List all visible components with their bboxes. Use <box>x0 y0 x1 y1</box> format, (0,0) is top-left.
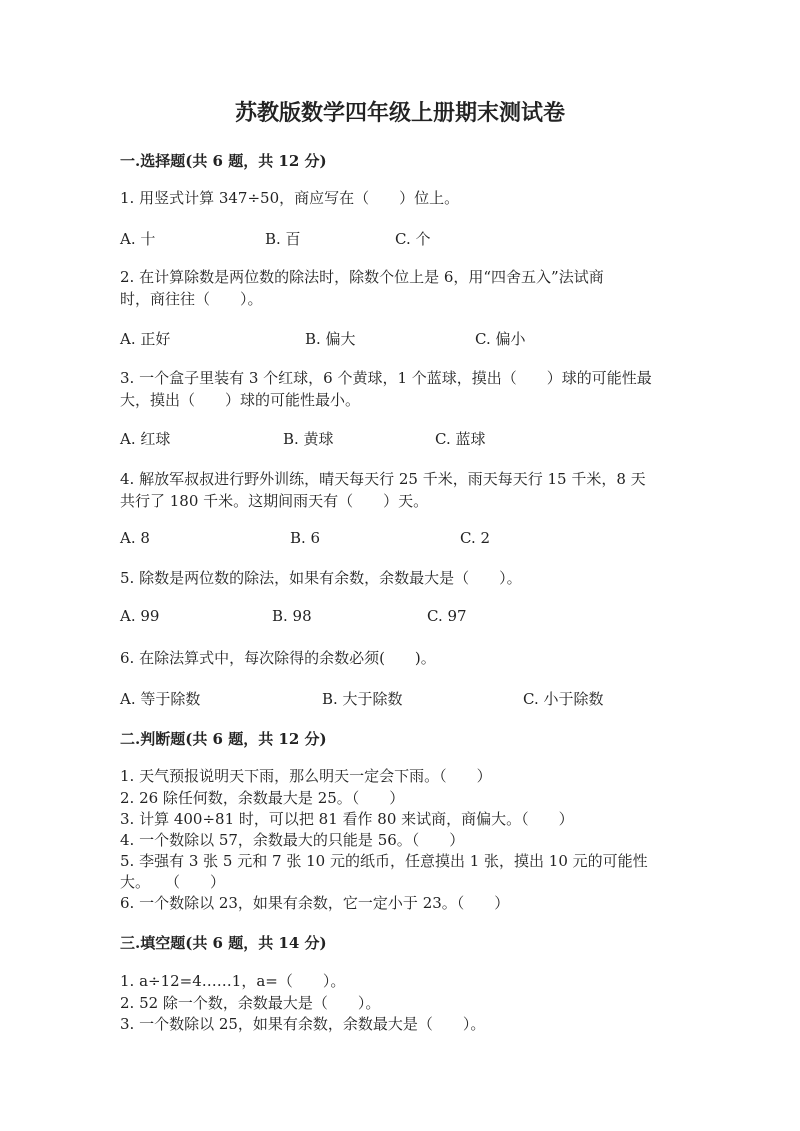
question-6-option-b: B. 大于除数 <box>322 690 403 708</box>
question-6-option-c: C. 小于除数 <box>523 690 604 708</box>
judge-line-3: 3. 计算 400÷81 时，可以把 81 看作 80 来试商，商偏大。（ ） <box>120 810 574 828</box>
question-2-option-a: A. 正好 <box>120 330 171 348</box>
question-5-option-c: C. 97 <box>427 607 467 625</box>
question-2-option-b: B. 偏大 <box>305 330 356 348</box>
judge-line-6: 6. 一个数除以 23，如果有余数，它一定小于 23。（ ） <box>120 894 510 912</box>
question-6-option-a: A. 等于除数 <box>120 690 201 708</box>
question-3-line2: 大，摸出（ ）球的可能性最小。 <box>120 391 361 409</box>
section-heading-true-false: 二.判断题(共 6 题，共 12 分) <box>120 730 327 748</box>
question-5-text: 5. 除数是两位数的除法，如果有余数，余数最大是（ ）。 <box>120 569 522 587</box>
section-heading-choice: 一.选择题(共 6 题，共 12 分) <box>120 152 327 170</box>
question-4-option-b: B. 6 <box>290 529 321 547</box>
judge-line-2: 2. 26 除任何数，余数最大是 25。（ ） <box>120 789 405 807</box>
question-1-option-a: A. 十 <box>120 230 156 248</box>
question-2-option-c: C. 偏小 <box>475 330 526 348</box>
question-3-line1: 3. 一个盒子里装有 3 个红球，6 个黄球，1 个蓝球，摸出（ ）球的可能性最 <box>120 369 652 387</box>
question-6-text: 6. 在除法算式中，每次除得的余数必须( )。 <box>120 649 436 667</box>
judge-line-5: 5. 李强有 3 张 5 元和 7 张 10 元的纸币，任意摸出 1 张，摸出 10 元的可能性 <box>120 852 648 870</box>
question-2-line2: 时，商往往（ ）。 <box>120 290 263 308</box>
question-1-option-b: B. 百 <box>265 230 301 248</box>
question-1-text: 1. 用竖式计算 347÷50，商应写在（ ）位上。 <box>120 189 460 207</box>
question-3-option-b: B. 黄球 <box>283 430 334 448</box>
fill-line-2: 2. 52 除一个数，余数最大是（ ）。 <box>120 994 381 1012</box>
question-1-option-c: C. 个 <box>395 230 431 248</box>
question-4-option-a: A. 8 <box>120 529 150 547</box>
judge-line-1: 1. 天气预报说明天下雨，那么明天一定会下雨。（ ） <box>120 767 492 785</box>
question-4-option-c: C. 2 <box>460 529 491 547</box>
section-heading-fill-blank: 三.填空题(共 6 题，共 14 分) <box>120 934 327 952</box>
page-title: 苏教版数学四年级上册期末测试卷 <box>234 100 565 126</box>
fill-line-3: 3. 一个数除以 25，如果有余数，余数最大是（ ）。 <box>120 1015 486 1033</box>
question-2-line1: 2. 在计算除数是两位数的除法时，除数个位上是 6，用“四舍五入”法试商 <box>120 268 604 286</box>
judge-line-5-cont: 大。 （ ） <box>120 873 226 891</box>
question-4-line2: 共行了 180 千米。这期间雨天有（ ）天。 <box>120 492 429 510</box>
judge-line-4: 4. 一个数除以 57，余数最大的只能是 56。（ ） <box>120 831 465 849</box>
question-3-option-c: C. 蓝球 <box>435 430 486 448</box>
question-5-option-a: A. 99 <box>120 607 160 625</box>
question-4-line1: 4. 解放军叔叔进行野外训练，晴天每天行 25 千米，雨天每天行 15 千米，8 天 <box>120 470 646 488</box>
fill-line-1: 1. a÷12=4……1，a=（ ）。 <box>120 972 346 990</box>
question-5-option-b: B. 98 <box>272 607 312 625</box>
question-3-option-a: A. 红球 <box>120 430 171 448</box>
